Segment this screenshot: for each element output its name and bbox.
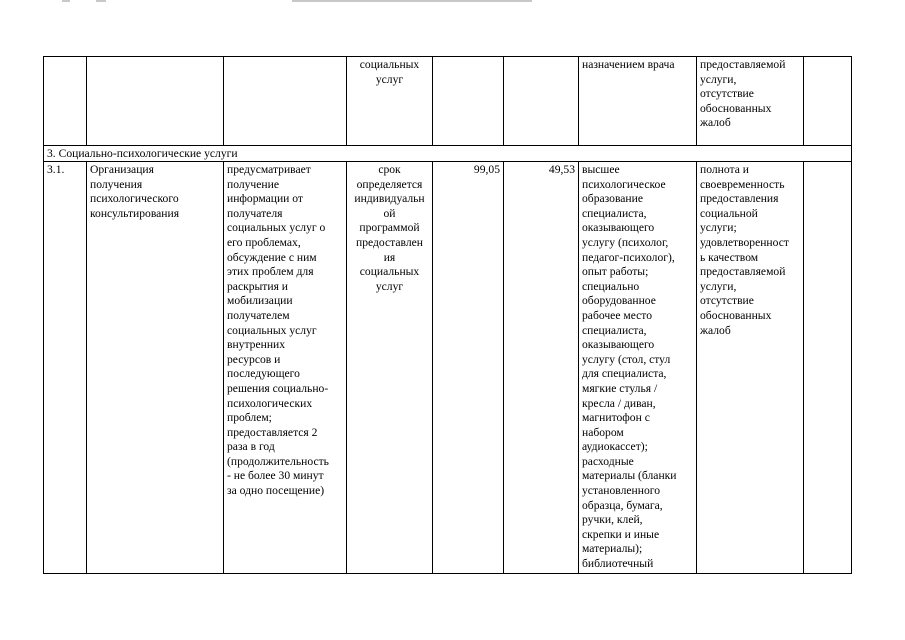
text-line: мобилизации <box>227 294 293 308</box>
text-line: мягкие стулья / <box>582 381 658 395</box>
text-line: обоснованных <box>700 308 772 322</box>
text-line: жалоб <box>700 323 731 337</box>
service-row <box>44 162 852 574</box>
text-line: психологических <box>227 396 313 410</box>
text-line: информации от <box>227 192 303 206</box>
text-line: предоставляемой <box>700 58 786 71</box>
text-line: специалиста, <box>582 323 647 337</box>
section-header-row <box>44 146 852 162</box>
text-line: психологического <box>90 192 179 206</box>
section-title: 3. Социально-психологические услуги <box>44 146 852 162</box>
text-line: раскрытия и <box>227 279 289 293</box>
text-line: социальной <box>700 206 758 220</box>
text-line: опыт работы; <box>582 265 649 279</box>
text-line: образца, бумага, <box>582 498 663 512</box>
text-line: услуги; <box>700 221 737 235</box>
text-line: за одно посещение) <box>227 484 325 498</box>
text-line: получателем <box>227 308 290 322</box>
text-line: получение <box>227 177 279 191</box>
text-line: аудиокассет); <box>582 440 648 454</box>
text-line: этих проблем для <box>227 265 314 279</box>
cell-value-1: 99,05 <box>433 162 504 574</box>
text-line: - не более 30 минут <box>227 469 324 483</box>
text-line: услуги, <box>700 72 737 86</box>
text-line: скрепки и иные <box>582 527 660 541</box>
text-line: набором <box>582 425 624 439</box>
continuation-row <box>44 57 852 146</box>
text-line: расходные <box>582 454 634 468</box>
text-line: раза в год <box>227 440 275 454</box>
cell-conditions <box>579 57 697 146</box>
text-line: высшее <box>582 163 620 176</box>
cell-indicators <box>697 57 804 146</box>
text-line: отсутствие <box>700 294 754 308</box>
text-line: решения социально- <box>227 381 329 395</box>
text-line: социальных услуг <box>227 323 317 337</box>
cell-value-1 <box>433 57 504 146</box>
text-line: получения <box>90 177 143 191</box>
text-line: получателя <box>227 206 283 220</box>
cell-name <box>87 57 224 146</box>
text-line: услуг <box>375 279 404 293</box>
text-line: для специалиста, <box>582 367 667 381</box>
text-line: образование <box>582 192 643 206</box>
text-line: оказывающего <box>582 221 655 235</box>
cell-indicators <box>697 162 804 574</box>
text-line: срок <box>378 163 401 176</box>
text-line: программой <box>359 221 420 235</box>
text-line: рабочее место <box>582 308 652 322</box>
cell-value-2 <box>504 57 579 146</box>
text-line: социальных <box>359 265 420 279</box>
text-line: услугу (психолог, <box>582 235 669 249</box>
text-line: удовлетворенност <box>700 235 789 249</box>
text-line: внутренних <box>227 338 286 352</box>
cell-description <box>224 57 347 146</box>
text-line: кресла / диван, <box>582 396 656 410</box>
text-line: услуги, <box>700 279 737 293</box>
text-line: оборудованное <box>582 294 656 308</box>
text-line: услугу (стол, стул <box>582 352 671 366</box>
text-line: предусматривает <box>227 163 311 176</box>
text-line: установленного <box>582 484 661 498</box>
text-line: жалоб <box>700 116 731 130</box>
text-line: предоставляемой <box>700 265 786 279</box>
text-line: консультирования <box>90 206 180 220</box>
text-line: оказывающего <box>582 338 655 352</box>
cell-name <box>87 162 224 574</box>
text-line: ой <box>383 206 396 220</box>
text-line: предоставляется 2 <box>227 425 318 439</box>
scan-artifact-top-left <box>62 0 70 2</box>
cell-term <box>347 57 433 146</box>
text-line: ия <box>383 250 396 264</box>
text-line: отсутствие <box>700 87 754 101</box>
text-line: обоснованных <box>700 101 772 115</box>
services-table <box>43 56 852 574</box>
text-line: его проблемах, <box>227 235 301 249</box>
text-line: предоставлен <box>356 235 423 249</box>
cell-number <box>44 57 87 146</box>
text-line: материалы); <box>582 542 643 556</box>
text-line: педагог-психолог), <box>582 250 675 264</box>
text-line: ручки, клей, <box>582 513 643 527</box>
text-line: магнитофон с <box>582 411 650 425</box>
cell-value-2: 49,53 <box>504 162 579 574</box>
text-line: определяется <box>356 177 423 191</box>
text-line: библиотечный <box>582 557 654 571</box>
text-line: предоставления <box>700 192 779 206</box>
text-line: индивидуальн <box>354 192 425 206</box>
text-line: специально <box>582 279 640 293</box>
text-line: социальных услуг о <box>227 221 326 235</box>
text-line: социальных <box>359 58 420 71</box>
scan-artifact-top-center <box>292 0 532 2</box>
text-line: услуг <box>375 72 404 86</box>
text-line: назначением врача <box>582 58 675 71</box>
text-line: материалы (бланки <box>582 469 677 483</box>
cell-extra <box>804 162 852 574</box>
cell-description <box>224 162 347 574</box>
text-line: ь качеством <box>700 250 759 264</box>
cell-extra <box>804 57 852 146</box>
cell-conditions <box>579 162 697 574</box>
text-line: полнота и <box>700 163 749 176</box>
cell-number: 3.1. <box>44 162 87 574</box>
text-line: ресурсов и <box>227 352 281 366</box>
text-line: обсуждение с ним <box>227 250 317 264</box>
text-line: (продолжительность <box>227 454 329 468</box>
text-line: своевременность <box>700 177 785 191</box>
cell-term <box>347 162 433 574</box>
text-line: проблем; <box>227 411 272 425</box>
text-line: специалиста, <box>582 206 647 220</box>
text-line: последующего <box>227 367 300 381</box>
text-line: Организация <box>90 163 154 176</box>
text-line: психологическое <box>582 177 666 191</box>
scan-artifact-top-left-2 <box>96 0 106 2</box>
